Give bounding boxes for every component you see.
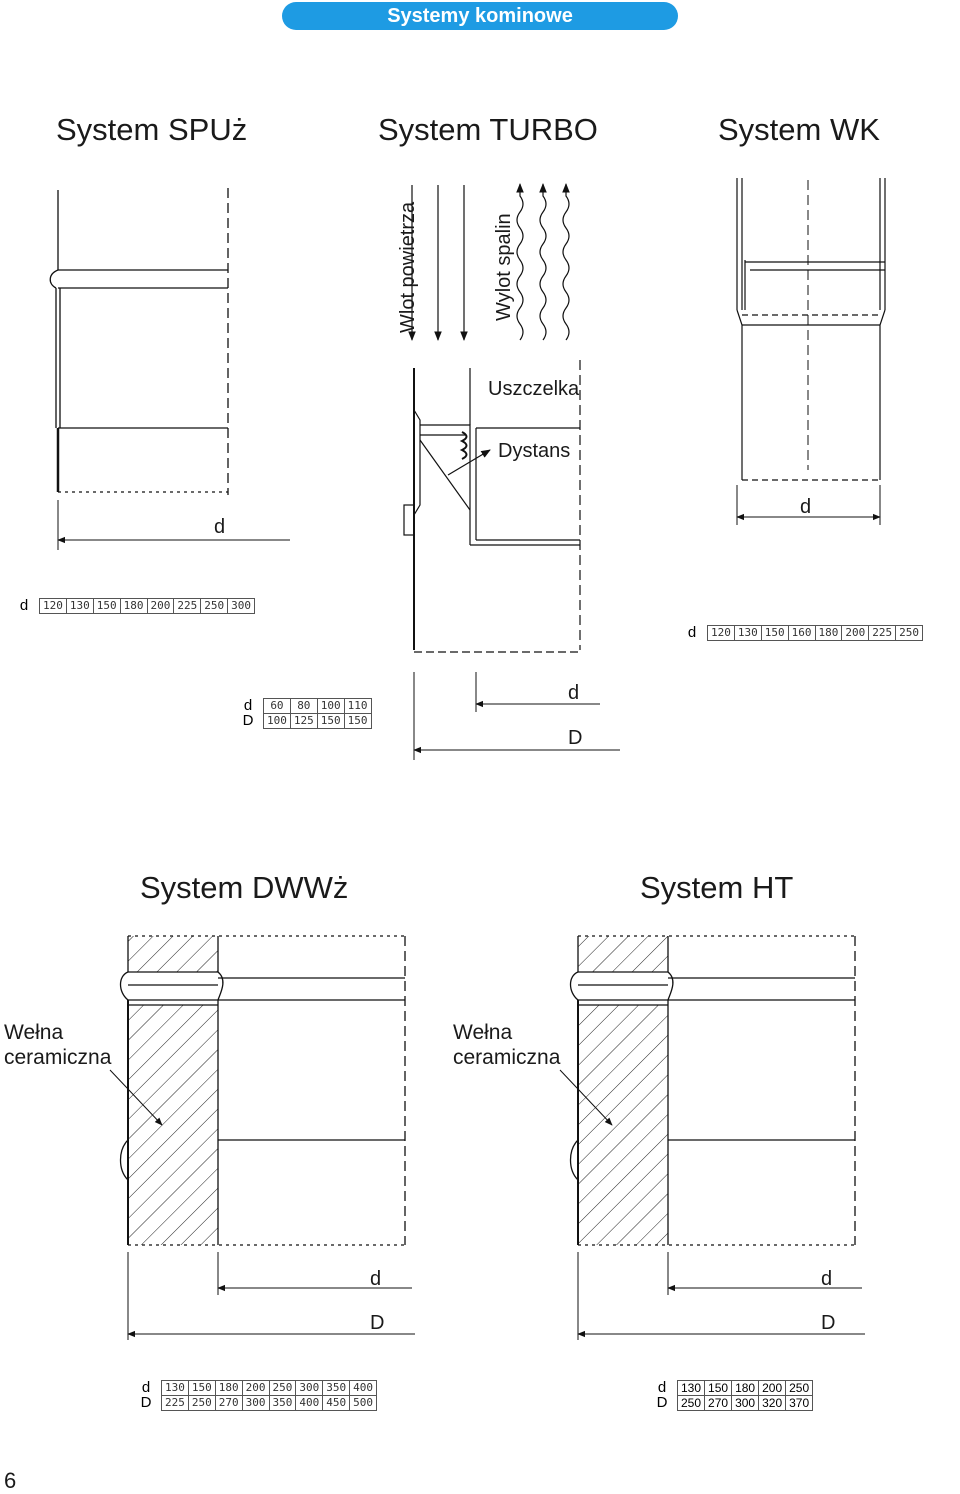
table-cell: 150 <box>93 599 120 614</box>
table-cell: 200 <box>147 599 174 614</box>
table-cell: 110 <box>344 699 371 714</box>
label-gasket: Uszczelka <box>488 378 580 400</box>
table-cell: 130 <box>734 626 761 641</box>
table-row <box>12 599 255 614</box>
table-cell: 500 <box>350 1396 377 1411</box>
table-row <box>236 714 371 729</box>
table-row <box>680 626 923 641</box>
title-system-ht: System HT <box>640 870 794 905</box>
ht-drawing <box>560 936 865 1340</box>
table-cell: 120 <box>708 626 735 641</box>
table-cell: 400 <box>350 1381 377 1396</box>
table-cell: 150 <box>188 1381 215 1396</box>
label-spacer: Dystans <box>498 440 571 462</box>
table-row <box>650 1396 813 1411</box>
ht-dim-d: d <box>821 1268 833 1290</box>
table-row <box>134 1396 377 1411</box>
table-cell: 200 <box>242 1381 269 1396</box>
label-exhaust-outlet: Wylot spalin <box>493 213 515 321</box>
row-key: D <box>242 712 254 729</box>
label-ceramic-wool-ht: Wełna ceramiczna <box>453 1021 561 1069</box>
table-cell: 180 <box>815 626 842 641</box>
table-cell: 350 <box>323 1381 350 1396</box>
table-row <box>236 699 371 714</box>
table-cell: 225 <box>869 626 896 641</box>
table-cell: 130 <box>162 1381 189 1396</box>
spuz-dim-d: d <box>214 516 226 538</box>
row-key: D <box>140 1394 152 1411</box>
dwwz-dimension-table <box>134 1380 377 1411</box>
table-row <box>134 1381 377 1396</box>
label-ceramic-wool-dwwz: Wełna ceramiczna <box>4 1021 112 1069</box>
table-cell: 80 <box>290 699 317 714</box>
wk-dim-d: d <box>800 496 812 518</box>
table-cell: 400 <box>296 1396 323 1411</box>
table-cell: 250 <box>678 1396 705 1411</box>
label-air-inlet: Wlot powietrza <box>397 201 419 333</box>
dwwz-dim-D: D <box>370 1312 385 1334</box>
table-cell: 300 <box>228 599 255 614</box>
spuz-dimension-table <box>12 598 255 614</box>
table-cell: 200 <box>759 1381 786 1396</box>
table-cell: 270 <box>705 1396 732 1411</box>
table-cell: 250 <box>896 626 923 641</box>
table-cell: 160 <box>788 626 815 641</box>
ht-dimension-table <box>650 1380 813 1411</box>
table-cell: 180 <box>732 1381 759 1396</box>
ht-dim-D: D <box>821 1312 836 1334</box>
page-number: 6 <box>4 1468 17 1493</box>
table-cell: 250 <box>201 599 228 614</box>
table-cell: 150 <box>761 626 788 641</box>
table-cell: 250 <box>786 1381 813 1396</box>
table-cell: 270 <box>215 1396 242 1411</box>
dwwz-dim-d: d <box>370 1268 382 1290</box>
table-cell: 250 <box>269 1381 296 1396</box>
turbo-dim-d: d <box>568 682 580 704</box>
table-cell: 320 <box>759 1396 786 1411</box>
table-cell: 250 <box>188 1396 215 1411</box>
table-cell: 100 <box>264 714 291 729</box>
table-cell: 125 <box>290 714 317 729</box>
row-key: d <box>141 1379 151 1396</box>
title-system-turbo: System TURBO <box>378 112 598 147</box>
table-cell: 450 <box>323 1396 350 1411</box>
table-cell: 150 <box>317 714 344 729</box>
table-cell: 180 <box>120 599 147 614</box>
section-banner: Systemy kominowe <box>282 2 678 30</box>
table-cell: 120 <box>40 599 67 614</box>
table-cell: 200 <box>842 626 869 641</box>
table-cell: 150 <box>705 1381 732 1396</box>
table-cell: 225 <box>162 1396 189 1411</box>
row-key: d <box>19 597 29 614</box>
row-key: d <box>657 1379 667 1396</box>
table-cell: 225 <box>174 599 201 614</box>
title-system-dwwz: System DWWż <box>140 870 349 905</box>
table-cell: 60 <box>264 699 291 714</box>
table-cell: 180 <box>215 1381 242 1396</box>
table-cell: 350 <box>269 1396 296 1411</box>
table-cell: 130 <box>66 599 93 614</box>
table-cell: 300 <box>732 1396 759 1411</box>
row-key: d <box>687 624 697 641</box>
wk-drawing <box>737 178 885 525</box>
row-key: D <box>656 1394 668 1411</box>
turbo-dim-D: D <box>568 727 583 749</box>
table-cell: 300 <box>242 1396 269 1411</box>
table-row <box>650 1381 813 1396</box>
title-system-spuz: System SPUż <box>56 112 248 147</box>
spuz-drawing <box>50 188 290 550</box>
table-cell: 130 <box>678 1381 705 1396</box>
table-cell: 150 <box>344 714 371 729</box>
table-cell: 100 <box>317 699 344 714</box>
table-cell: 300 <box>296 1381 323 1396</box>
wk-dimension-table <box>680 625 923 641</box>
turbo-dimension-table <box>236 698 372 729</box>
title-system-wk: System WK <box>718 112 880 147</box>
table-cell: 370 <box>786 1396 813 1411</box>
row-key: d <box>243 697 253 714</box>
